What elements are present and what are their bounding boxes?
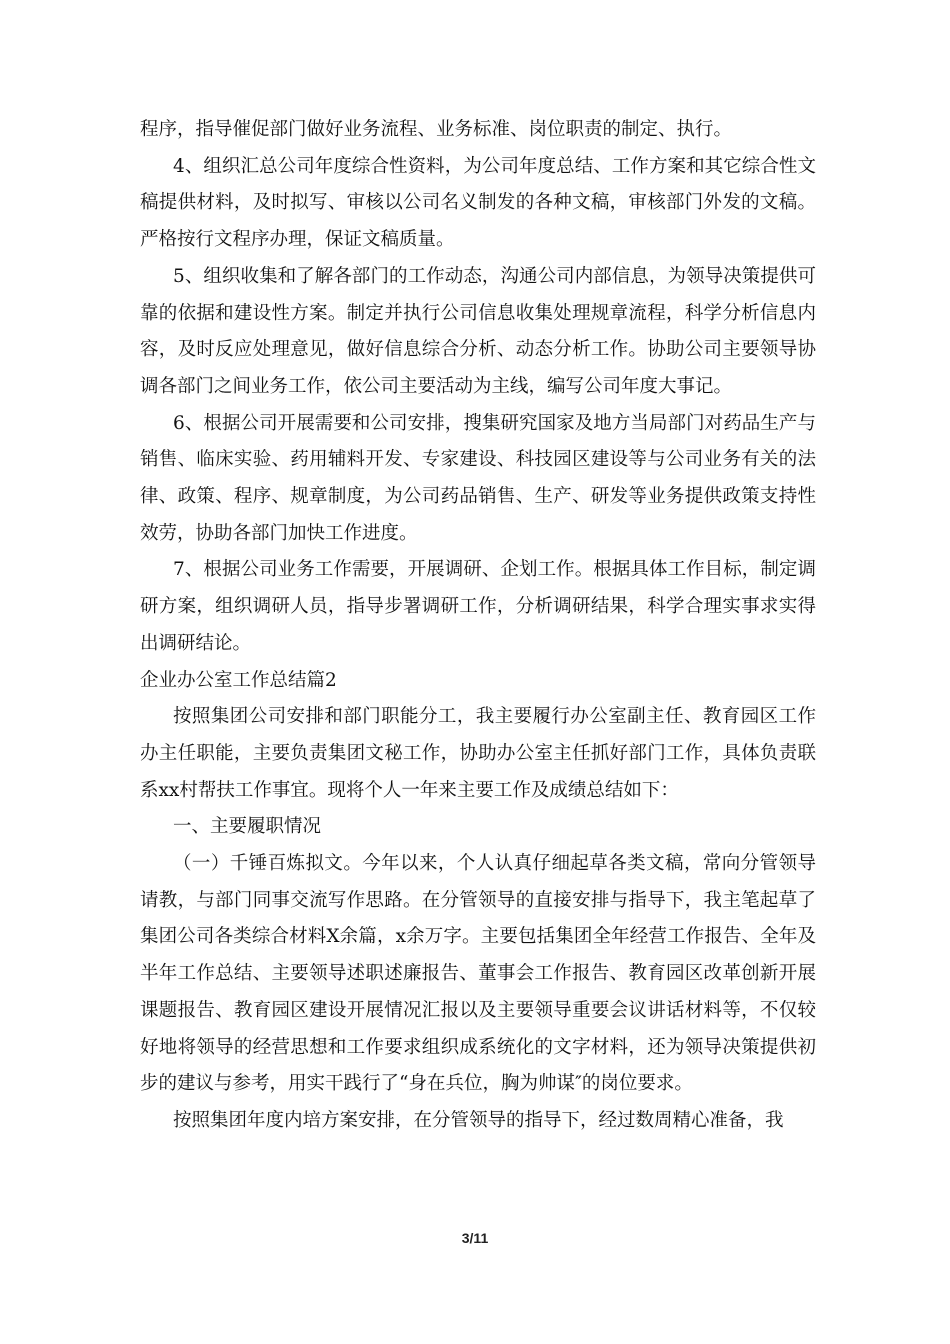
paragraph-4: 6、根据公司开展需要和公司安排，搜集研究国家及地方当局部门对药品生产与销售、临床实验、药用辅料开发、专家建设、科技园区建设等与公司业务有关的法律、政策、程序、规章制度，为公司药品销售、生产、研发等业务提供政策支持性效劳，协助各部门加快工作进度。: [140, 412, 816, 544]
subheading-duties: 一、主要履职情况: [173, 816, 322, 838]
page-number: 3/11: [461, 1230, 489, 1246]
paragraph-1: 程序，指导催促部门做好业务流程、业务标准、岗位职责的制定、执行。: [140, 119, 733, 140]
document-body: [140, 112, 816, 1140]
paragraph-5: 7、根据公司业务工作需要，开展调研、企划工作。根据具体工作目标，制定调研方案，组织调研人员，指导步署调研工作，分析调研结果，科学合理实事求实得出调研结论。: [140, 559, 816, 654]
paragraph-2: 4、组织汇总公司年度综合性资料，为公司年度总结、工作方案和其它综合性文稿提供材料，及时拟写、审核以公司名义制发的各种文稿，审核部门外发的文稿。严格按行文程序办理，保证文稿质量。: [140, 155, 816, 251]
paragraph-8: 按照集团年度内培方案安排，在分管领导的指导下，经过数周精心准备，我: [173, 1109, 784, 1131]
paragraph-7: （一）千锤百炼拟文。今年以来，个人认真仔细起草各类文稿，常向分管领导请教，与部门同事交流写作思路。在分管领导的直接安排与指导下，我主笔起草了集团公司各类综合材料X余篇，x余万字。主要包括集团全年经营工作报告、全年及半年工作总结、主要领导述职述廉报告、董事会工作报告、教育园区改革创新开展课题报告、教育园区建设开展情况汇报以及主要领导重要会议讲话材料等，不仅较好地将领导的经营思想和工作要求组织成系统化的文字材料，还为领导决策提供初步的建议与参考，用实干践行了“身在兵位，胸为帅谋″的岗位要求。: [140, 853, 816, 1095]
paragraph-3: 5、组织收集和了解各部门的工作动态，沟通公司内部信息，为领导决策提供可靠的依据和建设性方案。制定并执行公司信息收集处理规章流程，科学分析信息内容，及时反应处理意见，做好信息综合分析、动态分析工作。协助公司主要领导协调各部门之间业务工作，依公司主要活动为主线，编写公司年度大事记。: [140, 265, 816, 397]
paragraph-6: 按照集团公司安排和部门职能分工，我主要履行办公室副主任、教育园区工作办主任职能，主要负责集团文秘工作，协助办公室主任抓好部门工作，具体负责联系xx村帮扶工作事宜。现将个人一年来主要工作及成绩总结如下：: [140, 706, 816, 801]
section-heading: 企业办公室工作总结篇2: [140, 669, 337, 691]
